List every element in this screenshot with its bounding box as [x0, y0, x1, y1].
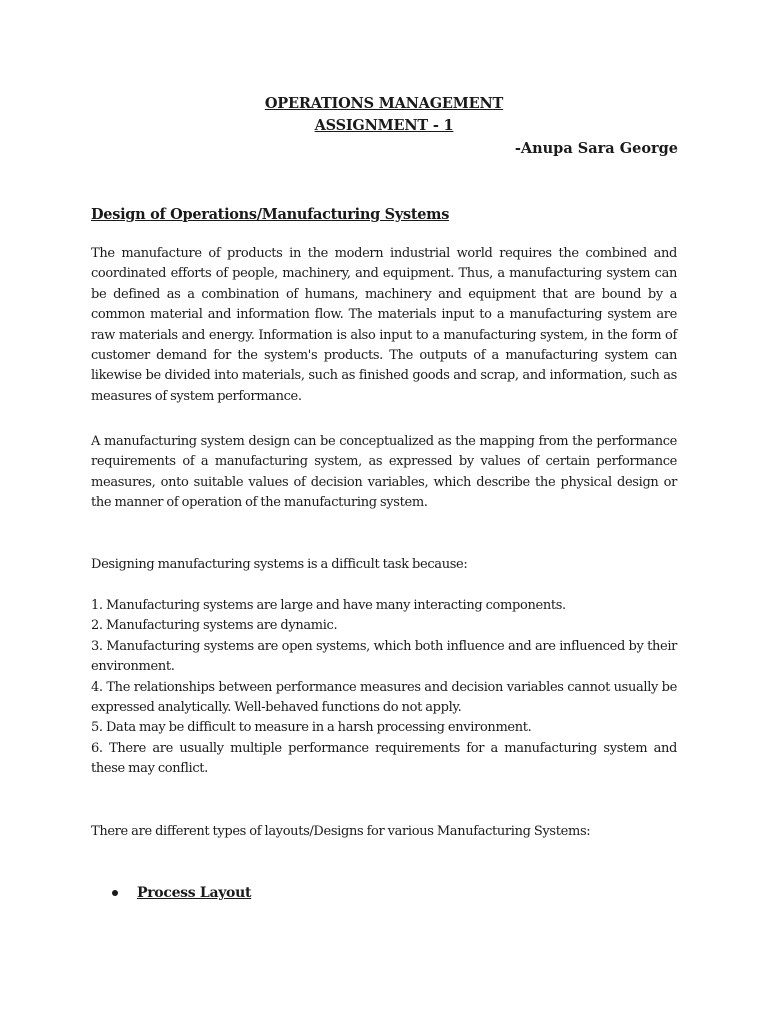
list-item: 6. There are usually multiple performance requirements for a manufacturing system and these may conflict.	[91, 740, 677, 777]
paragraph-layout-types: There are different types of layouts/Designs for various Manufacturing Systems:	[91, 824, 591, 839]
list-item: 3. Manufacturing systems are open systems, which both influence and are influenced by their environment.	[91, 638, 677, 675]
list-item: 2. Manufacturing systems are dynamic.	[91, 618, 338, 634]
section-heading: Design of Operations/Manufacturing Systems	[91, 206, 450, 223]
document-title-line1: OPERATIONS MANAGEMENT	[264, 95, 504, 112]
list-item: 1. Manufacturing systems are large and have many interacting components.	[91, 598, 566, 613]
bullet-heading: Process Layout	[137, 885, 252, 901]
list-item: 4. The relationships between performance measures and decision variables cannot usually be expressed analytically. Well-behaved functions do not apply.	[91, 679, 677, 716]
difficulty-list	[91, 596, 677, 780]
bullet-dot-icon	[112, 890, 118, 896]
list-item: 5. Data may be difficult to measure in a harsh processing environment.	[91, 720, 532, 736]
document-title-line2: ASSIGNMENT - 1	[314, 117, 454, 134]
bullet-process-layout	[112, 884, 251, 902]
paragraph-intro: The manufacture of products in the modern industrial world requires the combined and coordinated efforts of people, machinery, and equipment. Thus, a manufacturing system can be defined as a combination of humans, machinery and equipment that are bound by a common material and information flow. The materials input to a manufacturing system are raw materials and energy. Information is also input to a manufacturing system, in the form of customer demand for the system's products. The outputs of a manufacturing system can likewise be divided into materials, such as finished goods and scrap, and information, such as measures of system performance.	[91, 246, 677, 404]
author-name: -Anupa Sara George	[514, 140, 678, 157]
paragraph-difficulty: Designing manufacturing systems is a difficult task because:	[91, 557, 468, 572]
paragraph-system-design: A manufacturing system design can be conceptualized as the mapping from the performance requirements of a manufacturing system, as expressed by values of certain performance measures, onto suitable values of decision variables, which describe the physical design or the manner of operation of the manufacturing system.	[91, 434, 677, 511]
